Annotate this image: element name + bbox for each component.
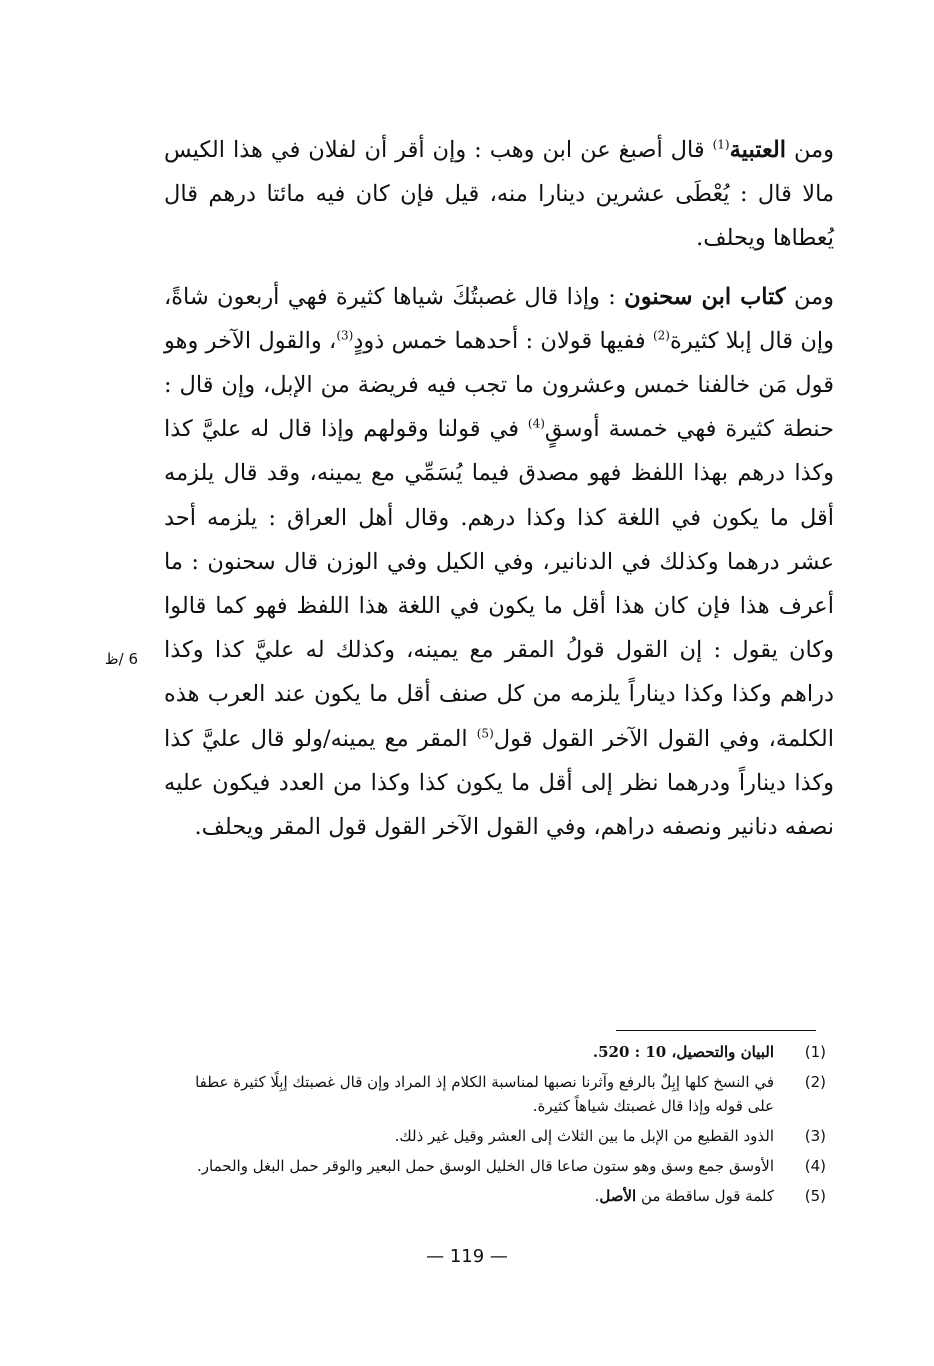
footnote-number: (2) bbox=[804, 1073, 826, 1091]
text-run: المقر مع يمينه/ولو قال عليَّ كذا وكذا ديناراً ودرهما نظر إلى أقل ما يكون كذا وكذا من العدد فيكون عليه نصفه دنانير ونصفه دراهم، وفي القول الآخر القول قول المقر ويحلف. bbox=[164, 725, 834, 841]
manuscript-folio-note: 6 /ظ bbox=[104, 650, 138, 668]
paragraph-2 bbox=[164, 275, 834, 850]
footnote-number: (3) bbox=[804, 1127, 826, 1145]
footnote-text: البيان والتحصيل، 10 : 520. bbox=[592, 1043, 774, 1061]
footnote-separator bbox=[616, 1030, 816, 1031]
footnote-ref-2[interactable]: (2) bbox=[652, 328, 670, 343]
text-run: ففيها قولان : أحدهما خمس ذودٍ bbox=[353, 327, 653, 354]
footnote-text: في النسخ كلها إبِلٌ بالرفع وآثرنا نصبها لمناسبة الكلام إذ المراد وإن قال غصبتك إبِلًا كثيرة عطفا على قوله وإذا قال غصبتك شياهاً كثيرة. bbox=[195, 1073, 774, 1115]
footnote-number: (4) bbox=[804, 1157, 826, 1175]
footnote-ref-4[interactable]: (4) bbox=[527, 416, 545, 431]
footnote-number: (1) bbox=[804, 1043, 826, 1061]
footnote-5 bbox=[170, 1184, 826, 1208]
main-text bbox=[164, 128, 834, 849]
text-run: ، والقول الآخر وهو قول مَن خالفنا خمس وعشرون ما تجب فيه فريضة من الإبل، وإن قال : حنطة كثيرة فهي خمسة أوسقٍ bbox=[164, 327, 834, 443]
paragraph-1 bbox=[164, 128, 834, 261]
footnote-4 bbox=[170, 1154, 826, 1178]
text-run: في قولنا وقولهم وإذا قال له عليَّ كذا وكذا درهم بهذا اللفظ فهو مصدق فيما يُسَمِّي مع يمينه، وقد قال يلزمه أقل ما يكون في اللغة كذا وكذا درهم. وقال أهل العراق : يلزمه أحد عشر درهما وكذلك في الدنانير، وفي الكيل وفي الوزن قال سحنون : ما أعرف هذا فإن كان هذا أقل ما يكون في اللغة هذا اللفظ فهو كما قالوا وكان يقول : إن القول قولُ المقر مع يمينه، وكذلك له عليَّ كذا وكذا دراهم وكذا وكذا ديناراً يلزمه من كل صنف أقل ما يكون عند العرب هذه الكلمة، وفي القول الآخر القول قول bbox=[164, 416, 834, 752]
footnote-text: الأوسق جمع وسق وهو ستون صاعا قال الخليل الوسق حمل البعير والوقر حمل البغل والحمار. bbox=[197, 1157, 774, 1175]
footnote-text-bold: الأصل bbox=[599, 1187, 637, 1205]
footnote-ref-1[interactable]: (1) bbox=[712, 137, 730, 152]
text-run: : وإذا قال غصبتُكَ شياها كثيرة فهي أربعون شاةً، وإن قال إبلا كثيرة bbox=[164, 283, 834, 354]
text-run: ومن bbox=[785, 283, 834, 310]
footnote-text: الذود القطيع من الإبل ما بين الثلاث إلى العشر وقيل غير ذلك. bbox=[394, 1127, 774, 1145]
footnote-text: كلمة قول ساقطة من bbox=[636, 1187, 774, 1205]
footnote-number: (5) bbox=[804, 1187, 826, 1205]
footnote-3 bbox=[170, 1124, 826, 1148]
footnote-1 bbox=[170, 1040, 826, 1064]
footnote-text: . bbox=[594, 1187, 600, 1205]
source-title-utbiyya: العتبية bbox=[729, 137, 786, 163]
source-title-ibn-sahnun: كتاب ابن سحنون bbox=[624, 283, 786, 310]
text-run: ومن bbox=[786, 137, 835, 163]
footnote-ref-5[interactable]: (5) bbox=[476, 726, 494, 741]
footnote-2 bbox=[170, 1070, 826, 1118]
footnotes-list bbox=[170, 1040, 826, 1214]
page-number: — 119 — bbox=[426, 1246, 508, 1267]
footnote-ref-3[interactable]: (3) bbox=[336, 328, 354, 343]
text-run: قال أصبغ عن ابن وهب : وإن أقر أن لفلان في هذا الكيس مالا قال : يُعْطَى عشرين دينارا منه، قيل فإن كان فيه مائتا درهم قال يُعطاها ويحلف. bbox=[164, 137, 834, 252]
